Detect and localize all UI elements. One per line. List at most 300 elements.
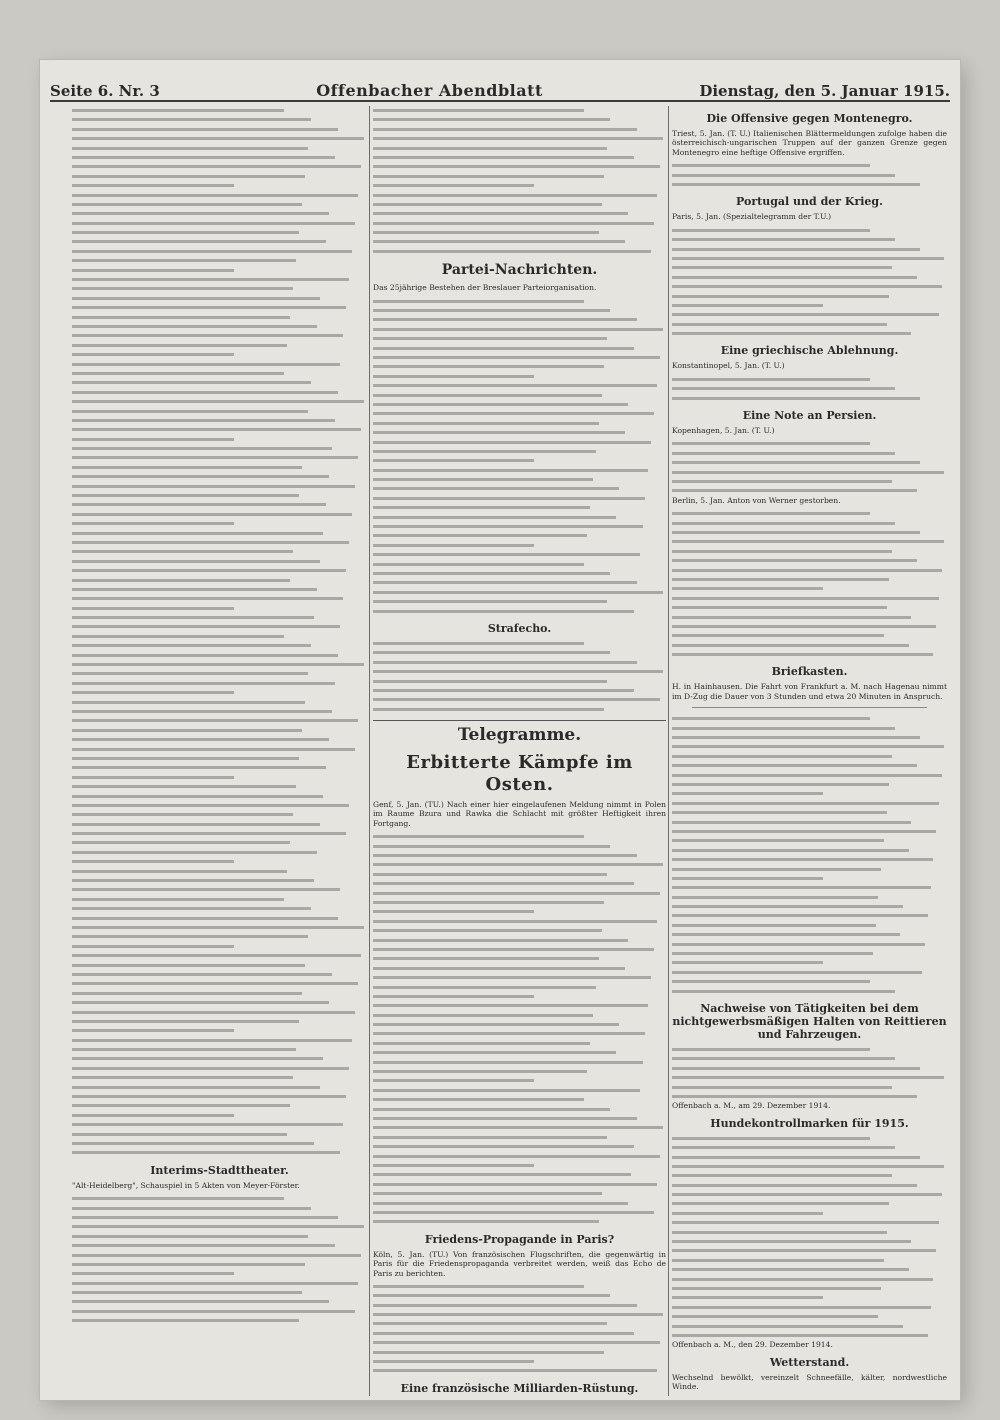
divider <box>692 707 927 708</box>
text-line <box>672 1153 920 1162</box>
text-line <box>72 970 332 979</box>
text-line <box>672 714 870 723</box>
text-line <box>672 733 920 742</box>
text-line <box>672 968 922 977</box>
article-text: Kopenhagen, 5. Jan. (T. U.) <box>672 426 775 436</box>
text-line <box>72 209 329 218</box>
text-line <box>72 463 302 472</box>
text-line <box>72 641 311 650</box>
text-line <box>72 829 346 838</box>
text-line <box>373 1086 640 1095</box>
text-line <box>672 1134 870 1143</box>
text-line <box>72 416 335 425</box>
text-line <box>72 331 343 340</box>
text-line <box>373 391 602 400</box>
text-line <box>72 538 349 547</box>
text-line <box>672 1054 895 1063</box>
text-line <box>72 848 317 857</box>
text-line <box>72 1111 234 1120</box>
text-line <box>72 1260 305 1269</box>
article-body <box>672 714 947 996</box>
text-line <box>72 961 305 970</box>
text-line <box>72 622 340 631</box>
column-1 <box>72 106 367 1396</box>
text-line <box>373 228 599 237</box>
text-line <box>373 889 660 898</box>
text-line <box>672 375 870 384</box>
text-line <box>373 1123 663 1132</box>
text-line <box>373 181 534 190</box>
text-line <box>72 237 326 246</box>
text-line <box>672 641 909 650</box>
text-line <box>72 1064 349 1073</box>
section-heading: Briefkasten. <box>771 665 848 679</box>
text-line <box>373 503 590 512</box>
article-body <box>72 106 367 1158</box>
text-line <box>373 1029 645 1038</box>
text-line <box>672 827 936 836</box>
text-line <box>672 556 917 565</box>
text-line <box>373 353 660 362</box>
text-line <box>672 1143 895 1152</box>
text-line <box>72 388 338 397</box>
text-line <box>672 836 884 845</box>
text-line <box>672 458 920 467</box>
text-line <box>672 180 920 189</box>
text-line <box>373 1310 663 1319</box>
text-line <box>72 482 355 491</box>
text-line <box>672 310 939 319</box>
text-line <box>72 529 323 538</box>
text-line <box>373 588 663 597</box>
text-line <box>373 842 610 851</box>
text-line <box>72 275 349 284</box>
article-body <box>672 1134 947 1341</box>
text-line <box>373 172 604 181</box>
text-line <box>72 303 346 312</box>
text-line <box>72 576 290 585</box>
text-line <box>373 438 651 447</box>
text-line <box>72 1204 311 1213</box>
text-line <box>72 904 311 913</box>
text-line <box>672 226 870 235</box>
article-text: Offenbach a. M., den 29. Dezember 1914. <box>672 1340 833 1350</box>
text-line <box>373 1199 628 1208</box>
text-line <box>72 341 287 350</box>
text-line <box>672 631 884 640</box>
text-line <box>672 761 917 770</box>
text-line <box>72 313 290 322</box>
section-heading: Nachweise von Tätigkeiten bei dem nichtgewerbsmäßigen Halten von Reittieren und Fahrzeugen. <box>672 1002 947 1041</box>
text-line <box>72 200 302 209</box>
text-line <box>373 162 660 171</box>
text-line <box>373 658 637 667</box>
text-line <box>672 818 911 827</box>
text-line <box>373 456 534 465</box>
text-line <box>373 306 610 315</box>
text-line <box>672 603 887 612</box>
section-heading: Eine französische Milliarden-Rüstung. <box>400 1381 639 1395</box>
text-line <box>373 209 628 218</box>
text-line <box>72 604 234 613</box>
text-line <box>373 191 657 200</box>
article-body <box>72 1194 367 1325</box>
article-text: Konstantinopel, 5. Jan. (T. U.) <box>672 361 785 371</box>
text-line <box>373 964 625 973</box>
text-line <box>72 1008 355 1017</box>
text-line <box>72 491 299 500</box>
text-line <box>672 883 931 892</box>
text-line <box>72 745 355 754</box>
text-line <box>373 1058 643 1067</box>
text-line <box>672 254 944 263</box>
text-line <box>72 942 234 951</box>
section-heading: Wetterstand. <box>769 1355 850 1369</box>
article-body <box>373 106 666 256</box>
article-body <box>373 1282 666 1376</box>
text-line <box>373 484 619 493</box>
text-line <box>72 1101 290 1110</box>
text-line <box>373 475 593 484</box>
text-line <box>72 669 308 678</box>
text-line <box>672 1083 892 1092</box>
text-line <box>72 144 308 153</box>
text-line <box>72 585 317 594</box>
article-text: Triest, 5. Jan. (T. U.) Italienischen Blättermeldungen zufolge haben die österreichisch-ungarischen Truppen auf der ganzen Grenze gegen Montenegro eine heftige Offensive ergriffen. <box>672 129 947 157</box>
text-line <box>373 1076 534 1085</box>
text-line <box>72 247 352 256</box>
text-line <box>373 381 657 390</box>
text-line <box>672 1256 884 1265</box>
text-line <box>373 297 584 306</box>
text-line <box>72 867 287 876</box>
text-line <box>72 914 338 923</box>
text-line <box>672 320 887 329</box>
text-line <box>72 688 234 697</box>
text-line <box>373 494 645 503</box>
text-line <box>672 566 942 575</box>
text-line <box>672 1275 933 1284</box>
text-line <box>72 716 358 725</box>
text-line <box>672 1322 903 1331</box>
text-line <box>373 219 654 228</box>
text-line <box>72 1297 329 1306</box>
text-line <box>72 1213 338 1222</box>
text-line <box>672 292 889 301</box>
text-line <box>373 125 637 134</box>
text-line <box>373 686 634 695</box>
column-rule <box>668 106 669 1396</box>
text-line <box>373 466 648 475</box>
text-line <box>672 808 887 817</box>
text-line <box>373 1020 619 1029</box>
text-line <box>672 1218 939 1227</box>
text-line <box>672 1064 920 1073</box>
text-line <box>672 799 939 808</box>
text-line <box>373 973 651 982</box>
text-line <box>72 397 364 406</box>
text-line <box>672 1312 878 1321</box>
text-line <box>672 789 823 798</box>
text-line <box>72 162 361 171</box>
text-line <box>373 954 599 963</box>
text-line <box>72 763 326 772</box>
text-line <box>373 1189 602 1198</box>
text-line <box>72 228 299 237</box>
text-line <box>373 1095 584 1104</box>
text-line <box>373 372 534 381</box>
text-line <box>72 895 284 904</box>
page-number: Seite 6. Nr. 3 <box>50 82 160 100</box>
text-line <box>672 1246 936 1255</box>
text-line <box>672 329 911 338</box>
article-text: Köln, 5. Jan. (TU.) Von französischen Flugschriften, die gegenwärtig in Paris für die Friedenspropaganda verbreitet werden, weiß das Echo de Paris zu berichten. <box>373 1249 666 1278</box>
text-line <box>72 885 340 894</box>
text-line <box>672 846 909 855</box>
text-line <box>672 519 895 528</box>
text-line <box>373 1142 634 1151</box>
text-line <box>72 181 234 190</box>
text-line <box>373 607 634 616</box>
text-line <box>373 334 607 343</box>
text-line <box>72 698 305 707</box>
text-line <box>672 921 876 930</box>
headline: Erbitterte Kämpfe im Osten. <box>406 752 633 796</box>
section-heading: Telegramme. <box>373 720 666 746</box>
text-line <box>373 541 534 550</box>
text-line <box>72 369 284 378</box>
text-line <box>373 1114 637 1123</box>
text-line <box>373 144 607 153</box>
text-line <box>672 263 892 272</box>
text-line <box>672 509 870 518</box>
issue-date: Dienstag, den 5. Januar 1915. <box>699 82 950 100</box>
text-line <box>373 667 663 676</box>
text-line <box>672 273 917 282</box>
text-line <box>672 528 920 537</box>
text-line <box>72 1026 234 1035</box>
text-line <box>72 707 332 716</box>
text-line <box>672 855 933 864</box>
text-line <box>672 245 920 254</box>
text-line <box>672 622 936 631</box>
section-heading: Strafecho. <box>487 621 552 635</box>
text-line <box>373 1152 660 1161</box>
text-line <box>373 1282 584 1291</box>
text-line <box>373 522 643 531</box>
text-line <box>72 284 293 293</box>
text-line <box>672 940 925 949</box>
text-line <box>672 724 895 733</box>
text-line <box>672 235 895 244</box>
text-line <box>72 923 364 932</box>
text-line <box>672 742 944 751</box>
text-line <box>672 977 870 986</box>
text-line <box>373 936 628 945</box>
text-line <box>72 1251 361 1260</box>
text-line <box>72 979 358 988</box>
text-line <box>72 1316 299 1325</box>
text-line <box>672 439 870 448</box>
text-line <box>72 153 335 162</box>
text-line <box>373 983 596 992</box>
text-line <box>373 1357 534 1366</box>
text-line <box>373 1039 590 1048</box>
text-line <box>72 453 358 462</box>
text-line <box>672 394 920 403</box>
text-line <box>373 344 634 353</box>
text-line <box>72 1241 335 1250</box>
text-line <box>672 1073 944 1082</box>
section-heading: Friedens-Propagande in Paris? <box>424 1232 615 1246</box>
section-heading: Partei-Nachrichten. <box>441 262 598 279</box>
text-line <box>672 1284 881 1293</box>
text-line <box>72 1269 234 1278</box>
text-line <box>72 1232 308 1241</box>
text-line <box>72 1017 299 1026</box>
text-line <box>72 876 314 885</box>
text-line <box>72 1288 302 1297</box>
text-line <box>72 857 234 866</box>
text-line <box>373 531 587 540</box>
text-line <box>72 360 340 369</box>
article-text: H. in Hainhausen. Die Fahrt von Frankfurt a. M. nach Hagenau nimmt im D-Zug die Dauer von 3 Stunden und etwa 20 Minuten in Anspruch. <box>672 682 947 701</box>
text-line <box>672 1171 892 1180</box>
text-line <box>672 161 870 170</box>
text-line <box>72 782 296 791</box>
text-line <box>373 1048 616 1057</box>
article-body <box>373 639 666 714</box>
article-body <box>672 439 947 495</box>
text-line <box>72 256 296 265</box>
text-line <box>373 926 602 935</box>
text-line <box>373 1161 534 1170</box>
text-line <box>72 407 308 416</box>
text-line <box>373 870 607 879</box>
text-line <box>373 1180 657 1189</box>
text-line <box>72 115 311 124</box>
article-text: Wechselnd bewölkt, vereinzelt Schneefälle, kälter, nordwestliche Winde. <box>672 1372 947 1392</box>
text-line <box>373 677 607 686</box>
text-line <box>72 679 335 688</box>
text-line <box>72 1130 287 1139</box>
text-line <box>672 949 873 958</box>
text-line <box>373 1170 631 1179</box>
text-line <box>672 1293 823 1302</box>
text-line <box>373 409 654 418</box>
text-line <box>373 247 651 256</box>
text-line <box>72 773 234 782</box>
text-line <box>672 171 895 180</box>
text-line <box>373 907 534 916</box>
text-line <box>373 1067 587 1076</box>
text-line <box>373 851 637 860</box>
text-line <box>373 153 634 162</box>
text-line <box>672 301 823 310</box>
text-line <box>672 384 895 393</box>
text-line <box>672 1092 917 1101</box>
text-line <box>373 1291 610 1300</box>
text-line <box>373 106 584 115</box>
text-line <box>373 1301 637 1310</box>
text-line <box>373 992 534 1001</box>
text-line <box>373 578 637 587</box>
text-line <box>72 810 293 819</box>
text-line <box>72 134 364 143</box>
text-line <box>72 1120 343 1129</box>
section-heading: Eine griechische Ablehnung. <box>720 344 899 358</box>
text-line <box>373 1319 607 1328</box>
text-line <box>72 792 323 801</box>
text-line <box>373 115 610 124</box>
column-2 <box>373 106 666 1396</box>
text-line <box>672 449 895 458</box>
text-line <box>72 1307 355 1316</box>
text-line <box>672 547 892 556</box>
text-line <box>672 575 889 584</box>
article-body <box>672 375 947 403</box>
text-line <box>373 1133 607 1142</box>
text-line <box>72 989 302 998</box>
text-line <box>672 613 911 622</box>
text-line <box>72 191 358 200</box>
article-text: "Alt-Heidelberg", Schauspiel in 5 Akten von Meyer-Förster. <box>72 1180 300 1190</box>
section-heading: Die Offensive gegen Montenegro. <box>706 112 913 125</box>
article-text: Offenbach a. M., am 29. Dezember 1914. <box>672 1101 831 1111</box>
text-line <box>672 1265 909 1274</box>
text-line <box>72 547 293 556</box>
text-line <box>672 911 928 920</box>
section-heading: Portugal und der Krieg. <box>736 195 883 209</box>
text-line <box>373 879 634 888</box>
text-line <box>72 998 329 1007</box>
text-line <box>373 400 628 409</box>
column-rule <box>369 106 370 1396</box>
text-line <box>373 648 610 657</box>
article-text: Das 25jährige Bestehen der Breslauer Parteiorganisation. <box>373 283 597 293</box>
text-line <box>672 958 823 967</box>
text-line <box>72 1148 340 1157</box>
text-line <box>373 695 660 704</box>
text-line <box>72 444 332 453</box>
text-line <box>72 106 284 115</box>
text-line <box>72 754 299 763</box>
text-line <box>373 428 625 437</box>
text-line <box>672 594 939 603</box>
text-line <box>373 560 584 569</box>
text-line <box>672 1331 928 1340</box>
text-line <box>72 951 361 960</box>
text-line <box>72 266 234 275</box>
text-line <box>373 134 663 143</box>
text-line <box>72 1139 314 1148</box>
text-line <box>373 832 584 841</box>
column-3 <box>672 106 947 1396</box>
text-line <box>373 419 599 428</box>
text-line <box>672 537 944 546</box>
text-line <box>373 639 584 648</box>
text-line <box>672 771 942 780</box>
text-line <box>72 435 234 444</box>
text-line <box>72 838 290 847</box>
text-line <box>72 510 352 519</box>
text-line <box>373 1011 593 1020</box>
text-line <box>672 987 895 996</box>
text-line <box>72 1194 284 1203</box>
section-heading: Hundekontrollmarken für 1915. <box>710 1116 909 1130</box>
text-line <box>373 200 602 209</box>
text-line <box>373 569 610 578</box>
